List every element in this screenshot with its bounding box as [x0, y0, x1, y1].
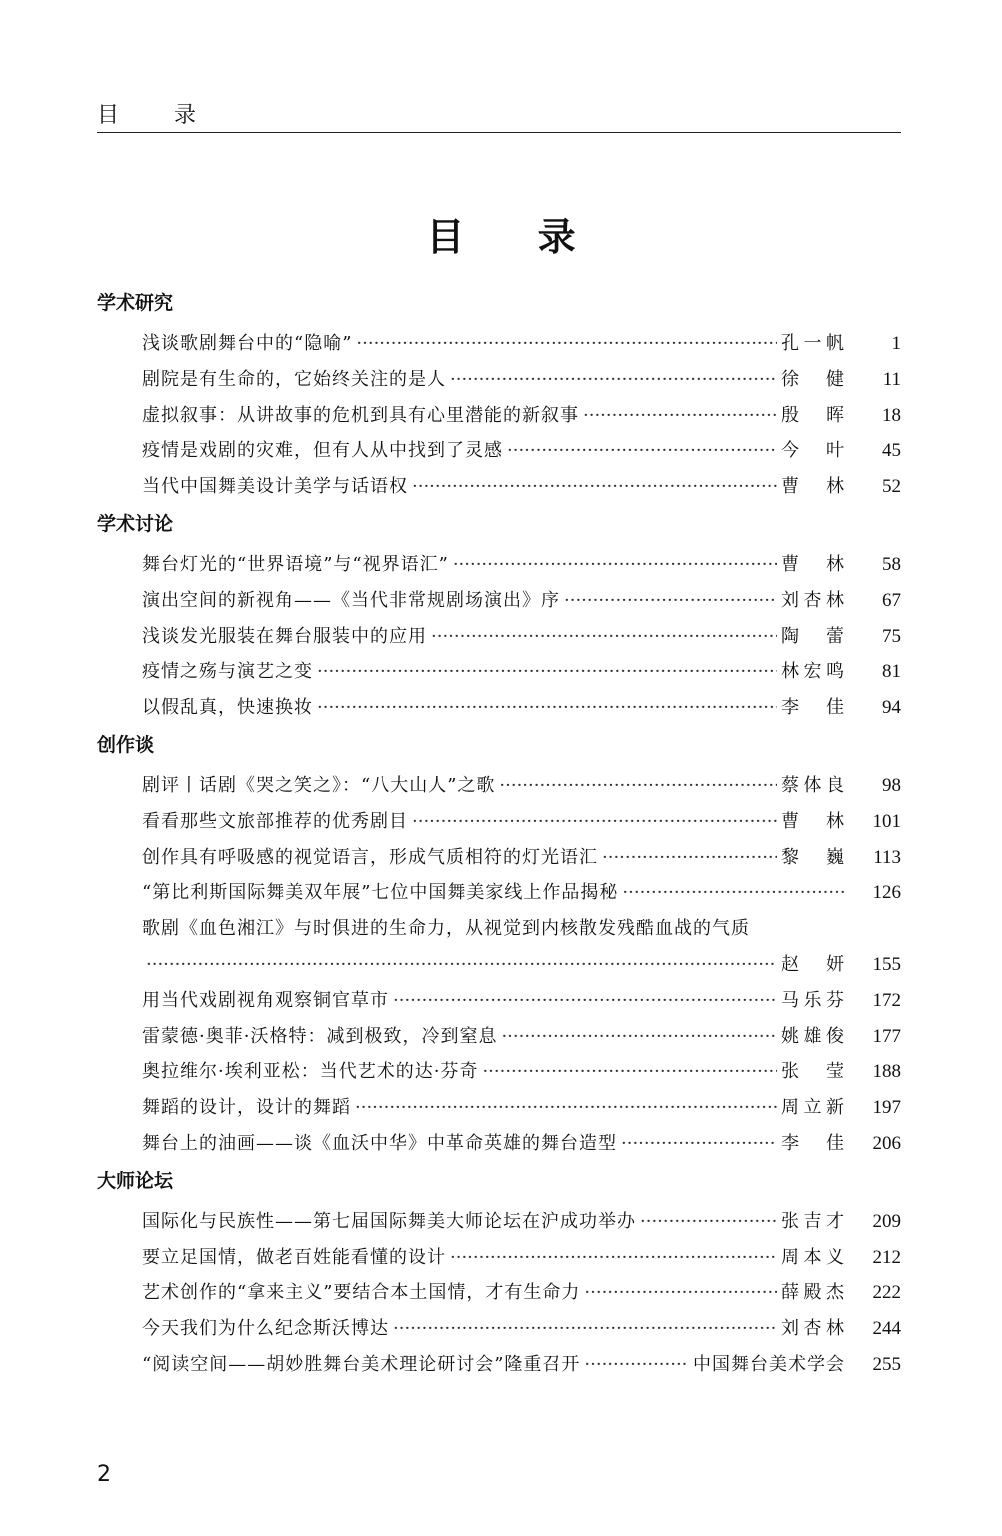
entry-page-number: 126 [872, 882, 901, 904]
entry-author: 今 叶 [781, 440, 845, 462]
toc-entry[interactable] [97, 1347, 901, 1383]
dot-leader [393, 983, 777, 1019]
dot-leader [507, 433, 777, 469]
toc-entry[interactable] [97, 619, 901, 655]
entry-page-number: 255 [872, 1353, 901, 1375]
dot-leader [501, 1019, 777, 1055]
toc-entry[interactable] [97, 1311, 901, 1347]
entry-author: 张 莹 [781, 1061, 845, 1083]
toc-entry[interactable] [97, 654, 901, 690]
dot-leader [450, 1240, 777, 1276]
entry-page-number: 222 [872, 1282, 901, 1304]
toc-entry[interactable] [97, 690, 901, 726]
entry-title: 剧院是有生命的，它始终关注的是人 [142, 368, 446, 390]
toc-entry[interactable] [97, 1090, 901, 1126]
entry-title: 看看那些文旅部推荐的优秀剧目 [142, 810, 408, 832]
entry-page-number: 197 [872, 1097, 901, 1119]
dot-leader [622, 875, 845, 911]
toc-entry[interactable] [97, 433, 901, 469]
entry-page-number: 98 [882, 774, 901, 796]
entry-author: 周立新 [781, 1097, 845, 1119]
dot-leader [621, 1126, 777, 1162]
dot-leader [453, 547, 777, 583]
entry-page-number: 244 [872, 1318, 901, 1340]
entry-author: 曹 林 [781, 553, 845, 575]
entry-title: 疫情是戏剧的灾难，但有人从中找到了灵感 [142, 440, 503, 462]
toc-entry[interactable] [97, 1275, 901, 1311]
entry-author: 周本义 [781, 1246, 845, 1268]
entry-title: 国际化与民族性——第七届国际舞美大师论坛在沪成功举办 [142, 1210, 636, 1232]
entry-author: 张吉才 [781, 1210, 845, 1232]
entry-author: 曹 林 [781, 810, 845, 832]
entry-page-number: 177 [872, 1025, 901, 1047]
entry-title: 浅谈发光服装在舞台服装中的应用 [142, 625, 427, 647]
dot-leader [355, 1090, 777, 1126]
entry-author: 徐 健 [781, 368, 845, 390]
entry-title: 用当代戏剧视角观察铜官草市 [142, 989, 389, 1011]
dot-leader [146, 947, 777, 983]
entry-title: 浅谈歌剧舞台中的“隐喻” [142, 333, 353, 354]
entry-author: 黎 巍 [781, 846, 845, 868]
entry-page-number: 209 [872, 1210, 901, 1232]
entry-title: 雷蒙德·奥菲·沃格特：减到极致，冷到窒息 [142, 1025, 498, 1047]
toc-entry[interactable] [97, 768, 901, 804]
entry-title: “第比利斯国际舞美双年展”七位中国舞美家线上作品揭秘 [142, 882, 619, 904]
entry-page-number: 206 [872, 1132, 901, 1154]
dot-leader [317, 654, 777, 690]
entry-page-number: 113 [873, 846, 901, 868]
toc-entry[interactable] [97, 1054, 901, 1090]
toc-entry[interactable] [97, 547, 901, 583]
entry-page-number: 18 [882, 404, 901, 426]
entry-author: 赵 妍 [781, 953, 845, 975]
entry-page-number: 52 [882, 476, 901, 498]
entry-author: 孔一帆 [781, 333, 845, 354]
entry-page-number: 101 [872, 810, 901, 832]
entry-page-number: 58 [882, 553, 901, 575]
dot-leader [564, 583, 777, 619]
entry-page-number: 94 [882, 697, 901, 719]
entry-title: 舞蹈的设计，设计的舞蹈 [142, 1097, 351, 1119]
running-head [97, 96, 901, 133]
section-title: 大师论坛 [97, 1169, 174, 1192]
entry-author: 刘杏林 [781, 589, 845, 611]
toc-entry[interactable] [97, 1240, 901, 1276]
entry-author: 李 佳 [781, 697, 845, 719]
entry-title: 创作具有呼吸感的视觉语言，形成气质相符的灯光语汇 [142, 846, 598, 868]
entry-title: 以假乱真，快速换妆 [142, 697, 313, 719]
entry-page-number: 75 [882, 625, 901, 647]
entry-page-number: 155 [872, 953, 901, 975]
page-title: 目 录 [426, 215, 606, 259]
entry-author: 蔡体良 [781, 774, 845, 796]
dot-leader [412, 804, 777, 840]
entry-page-number: 45 [882, 440, 901, 462]
toc-entry[interactable] [97, 1019, 901, 1055]
dot-leader [356, 326, 777, 362]
dot-leader [412, 469, 777, 505]
entry-page-number: 81 [882, 661, 901, 683]
entry-title: 疫情之殇与演艺之变 [142, 661, 313, 683]
entry-author: 中国舞台美术学会 [693, 1353, 845, 1375]
entry-title: 艺术创作的“拿来主义”要结合本土国情，才有生命力 [142, 1282, 581, 1304]
entry-page-number: 11 [882, 368, 901, 390]
toc-entry[interactable] [97, 804, 901, 840]
entry-title: 奥拉维尔·埃利亚松：当代艺术的达·芬奇 [142, 1061, 479, 1083]
toc-entry[interactable] [97, 583, 901, 619]
entry-author: 马乐芬 [781, 989, 845, 1011]
entry-page-number: 172 [872, 989, 901, 1011]
entry-author: 姚雄俊 [781, 1025, 845, 1047]
entry-author: 陶 蕾 [781, 625, 845, 647]
dot-leader [584, 1347, 689, 1383]
dot-leader [450, 362, 777, 398]
toc-entry[interactable] [97, 326, 901, 362]
entry-author: 李 佳 [781, 1132, 845, 1154]
section-title: 学术研究 [97, 292, 174, 314]
dot-leader [482, 1054, 777, 1090]
dot-leader [431, 619, 777, 655]
dot-leader [393, 1311, 777, 1347]
running-head-text: 目 录 [97, 103, 220, 128]
section-title: 学术讨论 [97, 512, 174, 535]
entry-author: 薛殿杰 [781, 1282, 845, 1304]
entry-title: 当代中国舞美设计美学与话语权 [142, 476, 408, 498]
toc-entry[interactable] [97, 362, 901, 398]
toc-entry[interactable] [97, 398, 901, 434]
entry-title: 剧评丨话剧《哭之笑之》：“八大山人”之歌 [142, 774, 496, 796]
dot-leader [602, 840, 777, 876]
entry-page-number: 188 [872, 1061, 901, 1083]
entry-title: 舞台上的油画——谈《血沃中华》中革命英雄的舞台造型 [142, 1132, 617, 1154]
toc-entry[interactable] [97, 840, 901, 876]
entry-author: 曹 林 [781, 476, 845, 498]
toc-entry[interactable] [97, 947, 901, 983]
entry-title: 舞台灯光的“世界语境”与“视界语汇” [142, 553, 449, 575]
section-title: 创作谈 [97, 733, 155, 756]
entry-author: 刘杏林 [781, 1318, 845, 1340]
page-number: 2 [97, 1462, 111, 1487]
table-of-contents [97, 284, 901, 1383]
toc-entry[interactable] [97, 469, 901, 505]
toc-entry[interactable] [97, 1204, 901, 1240]
dot-leader [317, 690, 777, 726]
entry-title: 演出空间的新视角——《当代非常规剧场演出》序 [142, 589, 560, 611]
entry-title: 歌剧《血色湘江》与时俱进的生命力，从视觉到内核散发残酷血战的气质 [142, 918, 750, 940]
dot-leader [583, 398, 777, 434]
toc-entry[interactable] [97, 911, 901, 947]
entry-author: 殷 晖 [781, 404, 845, 426]
entry-author: 林宏鸣 [781, 661, 845, 683]
entry-title: 虚拟叙事：从讲故事的危机到具有心里潜能的新叙事 [142, 404, 579, 426]
dot-leader [499, 768, 777, 804]
entry-title: 今天我们为什么纪念斯沃博达 [142, 1318, 389, 1340]
dot-leader [640, 1204, 777, 1240]
entry-page-number: 212 [872, 1246, 901, 1268]
toc-entry[interactable] [97, 1126, 901, 1162]
entry-page-number: 67 [882, 589, 901, 611]
toc-entry[interactable] [97, 875, 901, 911]
entry-title: “阅读空间——胡妙胜舞台美术理论研讨会”隆重召开 [142, 1353, 581, 1375]
entry-page-number: 1 [891, 333, 901, 354]
toc-entry[interactable] [97, 983, 901, 1019]
entry-title: 要立足国情，做老百姓能看懂的设计 [142, 1246, 446, 1268]
dot-leader [584, 1275, 777, 1311]
